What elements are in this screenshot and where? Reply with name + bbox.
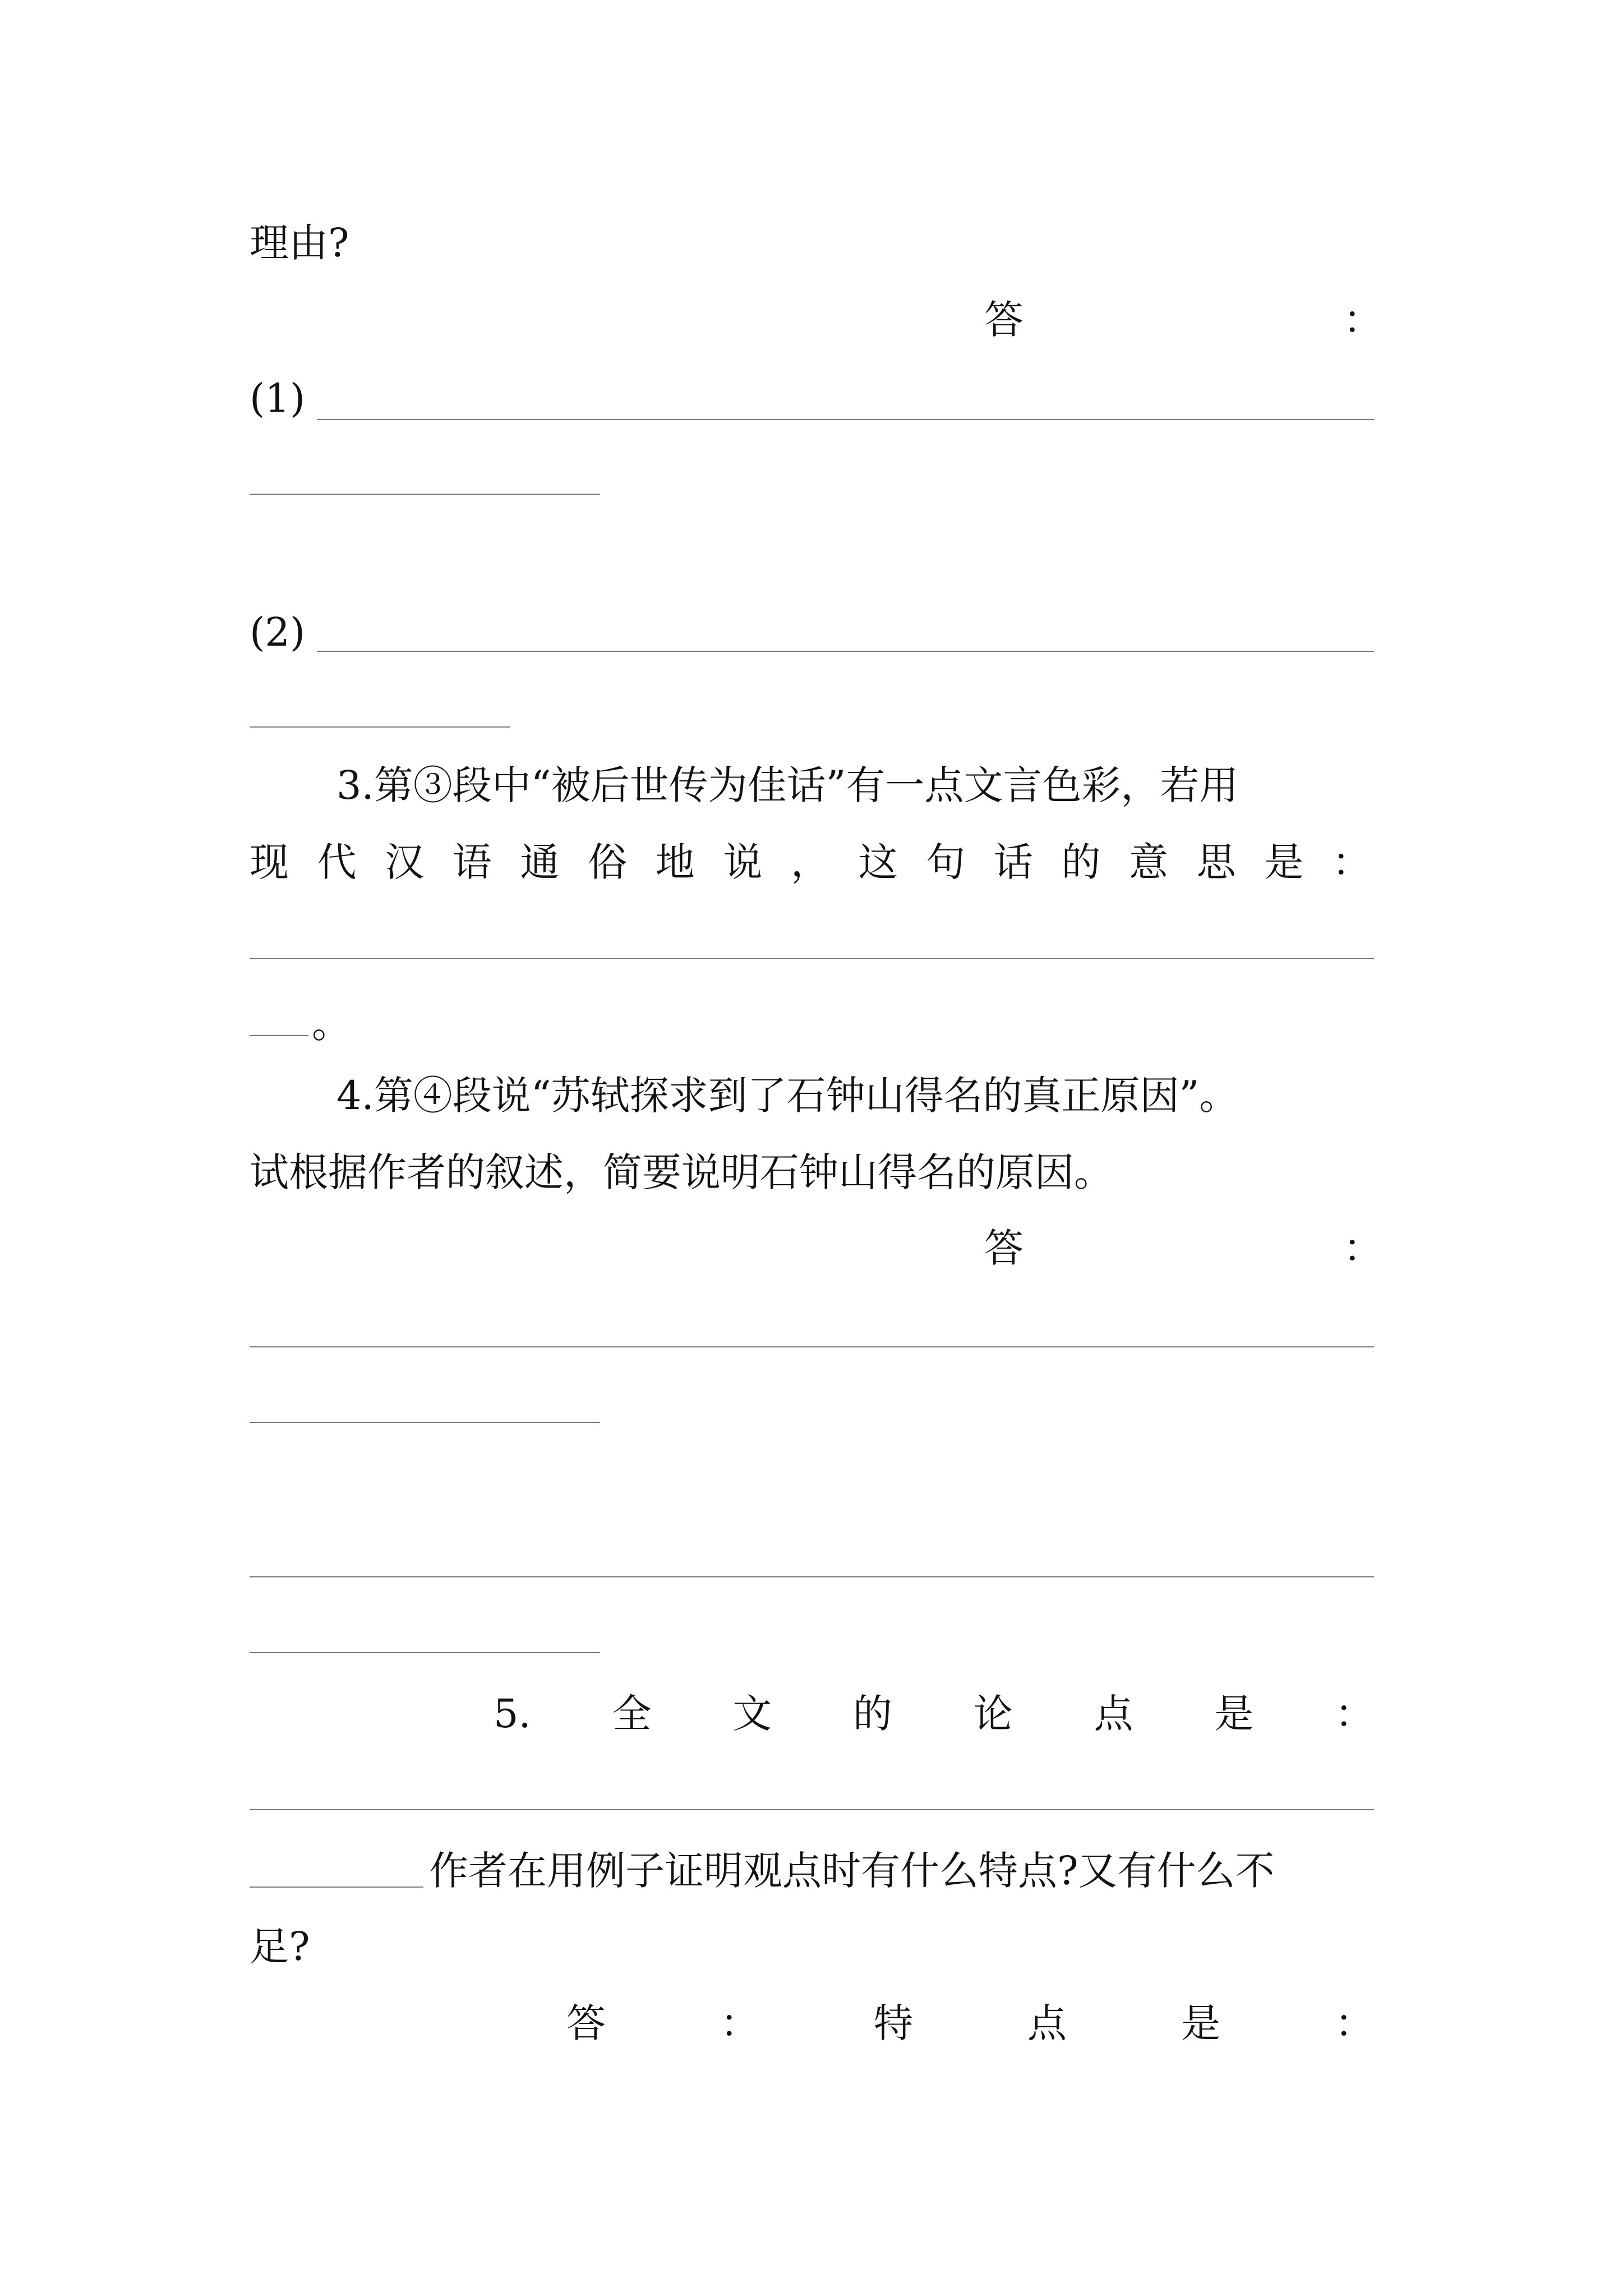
answer-blank-line[interactable] bbox=[250, 1652, 600, 1653]
q5-char: 点 bbox=[1094, 1691, 1133, 1737]
q3-char: 通 bbox=[520, 839, 560, 885]
q5-char: 是 bbox=[1214, 1691, 1254, 1737]
q3-char: 汉 bbox=[385, 839, 425, 885]
question-5-line-3: 足? bbox=[250, 1924, 310, 1970]
q3-char: 俗 bbox=[588, 839, 628, 885]
answer-blank-line[interactable] bbox=[250, 1346, 1374, 1347]
answer-blank-line[interactable] bbox=[250, 1809, 1374, 1810]
question-3-line-1: 3.第③段中“被后世传为佳话”有一点文言色彩，若用 bbox=[336, 762, 1239, 808]
answer-label: 答 bbox=[984, 1225, 1023, 1271]
answer-blank-line[interactable] bbox=[250, 494, 600, 495]
answer-blank-line[interactable] bbox=[250, 1422, 600, 1423]
feature-char: ： bbox=[1335, 2000, 1374, 2046]
question-4-line-1: 4.第④段说“苏轼探求到了石钟山得名的真正原因”。 bbox=[336, 1073, 1239, 1119]
reason-end-text: 理由? bbox=[250, 220, 349, 266]
answer-blank-line[interactable] bbox=[250, 1035, 308, 1036]
feature-char: 特 bbox=[874, 2000, 913, 2046]
q3-char: 地 bbox=[655, 839, 695, 885]
item-2-label: (2) bbox=[250, 609, 306, 655]
answer-feature-line bbox=[566, 2000, 1374, 2046]
question-3-line-2 bbox=[250, 839, 1371, 885]
q3-char: 代 bbox=[317, 839, 357, 885]
q5-char: 文 bbox=[732, 1691, 772, 1737]
q3-char: ， bbox=[791, 839, 830, 885]
item-1-label: (1) bbox=[250, 375, 306, 421]
q5-char: ： bbox=[1334, 1691, 1374, 1737]
feature-char: 是 bbox=[1181, 2000, 1220, 2046]
answer-label: 答 bbox=[984, 297, 1023, 343]
q5-char: 5. bbox=[494, 1691, 531, 1737]
feature-char: 答 bbox=[566, 2000, 606, 2046]
q3-char: 意 bbox=[1129, 839, 1169, 885]
q3-char: 这 bbox=[858, 839, 898, 885]
feature-char: 点 bbox=[1027, 2000, 1067, 2046]
answer-blank-line[interactable] bbox=[317, 419, 1374, 420]
q3-char: ： bbox=[1332, 839, 1371, 885]
q3-char: 话 bbox=[993, 839, 1033, 885]
q5-char: 论 bbox=[973, 1691, 1013, 1737]
q3-char: 思 bbox=[1196, 839, 1236, 885]
answer-blank-line[interactable] bbox=[250, 1576, 1374, 1577]
q5-char: 的 bbox=[853, 1691, 892, 1737]
answer-blank-line[interactable] bbox=[250, 958, 1374, 959]
q3-char: 语 bbox=[452, 839, 492, 885]
q3-char: 说 bbox=[723, 839, 763, 885]
question-5-line-2: 作者在用例子证明观点时有什么特点?又有什么不 bbox=[429, 1848, 1275, 1894]
question-4-line-2: 试根据作者的叙述，简要说明石钟山得名的原因。 bbox=[250, 1149, 1113, 1195]
q3-char: 现 bbox=[250, 839, 289, 885]
q3-char: 是 bbox=[1264, 839, 1304, 885]
q3-char: 的 bbox=[1061, 839, 1101, 885]
q3-char: 句 bbox=[926, 839, 966, 885]
question-5-line-1 bbox=[494, 1691, 1374, 1737]
answer-blank-line[interactable] bbox=[250, 1887, 423, 1888]
feature-char: ： bbox=[720, 2000, 759, 2046]
question-3-end: 。 bbox=[312, 1001, 351, 1047]
answer-colon: ： bbox=[1343, 297, 1382, 343]
answer-blank-line[interactable] bbox=[250, 726, 510, 728]
answer-blank-line[interactable] bbox=[317, 651, 1374, 652]
q5-char: 全 bbox=[612, 1691, 652, 1737]
answer-colon: ： bbox=[1343, 1225, 1382, 1271]
